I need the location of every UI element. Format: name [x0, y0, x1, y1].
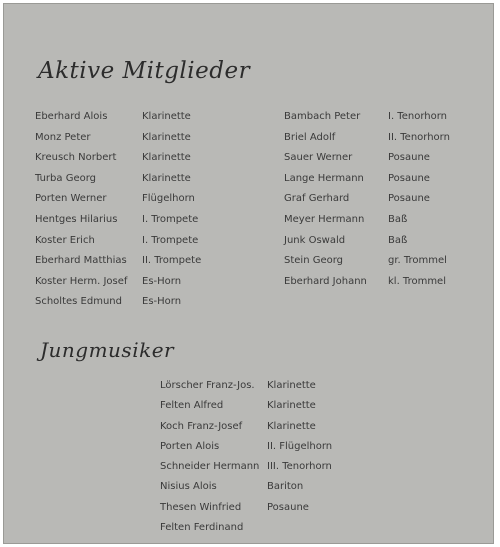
member-row [35, 210, 275, 231]
member-instrument: I. Trompete [142, 213, 199, 225]
member-list-left [35, 107, 275, 313]
member-instrument: Klarinette [267, 420, 316, 432]
member-list-jungmusiker [160, 376, 400, 538]
member-name: Koster Erich [35, 234, 95, 246]
document-page [3, 3, 494, 544]
member-instrument: Posaune [267, 501, 309, 513]
member-row [160, 437, 400, 457]
member-name: Meyer Hermann [284, 213, 365, 225]
member-instrument: Klarinette [142, 152, 191, 164]
member-name: Bambach Peter [284, 111, 361, 122]
member-name: Porten Alois [160, 440, 220, 452]
member-name: Lörscher Franz-Jos. [160, 380, 255, 391]
member-list-right [284, 107, 484, 292]
member-name: Eberhard Johann [284, 275, 367, 287]
member-name: Eberhard Matthias [35, 255, 127, 267]
member-name: Schneider Hermann [160, 461, 260, 473]
section-heading-jung: Jungmusiker [40, 338, 175, 362]
member-instrument: Baß [388, 234, 408, 246]
member-row [160, 376, 400, 396]
member-instrument: Klarinette [142, 172, 191, 184]
member-instrument: Baß [388, 213, 408, 225]
member-instrument: Klarinette [142, 131, 191, 143]
member-instrument: Posaune [388, 193, 430, 205]
member-row [35, 107, 275, 128]
member-row [160, 498, 400, 518]
member-name: Koch Franz-Josef [160, 420, 243, 432]
member-instrument: I. Tenorhorn [388, 111, 447, 122]
member-name: Scholtes Edmund [35, 296, 122, 308]
member-row [35, 128, 275, 149]
member-instrument: Klarinette [267, 380, 316, 391]
member-name: Felten Ferdinand [160, 522, 244, 534]
member-instrument: I. Trompete [142, 234, 199, 246]
member-instrument: Es-Horn [142, 275, 182, 287]
member-row [35, 189, 275, 210]
member-name: Koster Herm. Josef [35, 275, 128, 287]
member-name: Porten Werner [35, 193, 107, 205]
member-row [35, 148, 275, 169]
member-row [160, 518, 400, 538]
member-name: Monz Peter [35, 131, 91, 143]
member-row [284, 189, 484, 210]
member-name: Sauer Werner [284, 152, 353, 164]
member-name: Turba Georg [35, 172, 96, 184]
member-name: Stein Georg [284, 255, 344, 267]
member-name: Graf Gerhard [284, 193, 350, 205]
member-row [160, 477, 400, 497]
member-name: Kreusch Norbert [35, 152, 117, 164]
member-row [284, 169, 484, 190]
member-name: Junk Oswald [284, 234, 346, 246]
member-row [35, 292, 275, 313]
member-instrument: Bariton [267, 481, 304, 493]
member-instrument: Klarinette [142, 111, 191, 122]
member-instrument: II. Flügelhorn [267, 440, 333, 452]
member-row [35, 231, 275, 252]
member-instrument: Flügelhorn [142, 193, 195, 205]
member-instrument: kl. Trommel [388, 275, 446, 287]
member-row [284, 210, 484, 231]
member-name: Thesen Winfried [160, 501, 242, 513]
member-row [284, 107, 484, 128]
member-instrument: Es-Horn [142, 296, 182, 308]
member-row [160, 417, 400, 437]
member-name: Hentges Hilarius [35, 213, 118, 225]
member-name: Nisius Alois [160, 481, 217, 493]
member-name: Lange Hermann [284, 172, 364, 184]
member-instrument: Posaune [388, 152, 430, 164]
member-instrument: gr. Trommel [388, 255, 447, 267]
member-row [160, 457, 400, 477]
member-instrument: III. Tenorhorn [267, 461, 332, 473]
member-row [35, 272, 275, 293]
member-row [284, 272, 484, 293]
member-row [35, 251, 275, 272]
member-instrument: II. Trompete [142, 255, 202, 267]
member-name: Felten Alfred [160, 400, 224, 412]
member-instrument: II. Tenorhorn [388, 131, 450, 143]
member-row [284, 148, 484, 169]
member-name: Eberhard Alois [35, 111, 108, 122]
section-heading-aktive: Aktive Mitglieder [38, 58, 251, 84]
member-row [160, 396, 400, 416]
member-instrument: Posaune [388, 172, 430, 184]
member-row [284, 231, 484, 252]
member-row [284, 128, 484, 149]
member-row [284, 251, 484, 272]
member-instrument: Klarinette [267, 400, 316, 412]
member-row [35, 169, 275, 190]
member-name: Briel Adolf [284, 131, 336, 143]
